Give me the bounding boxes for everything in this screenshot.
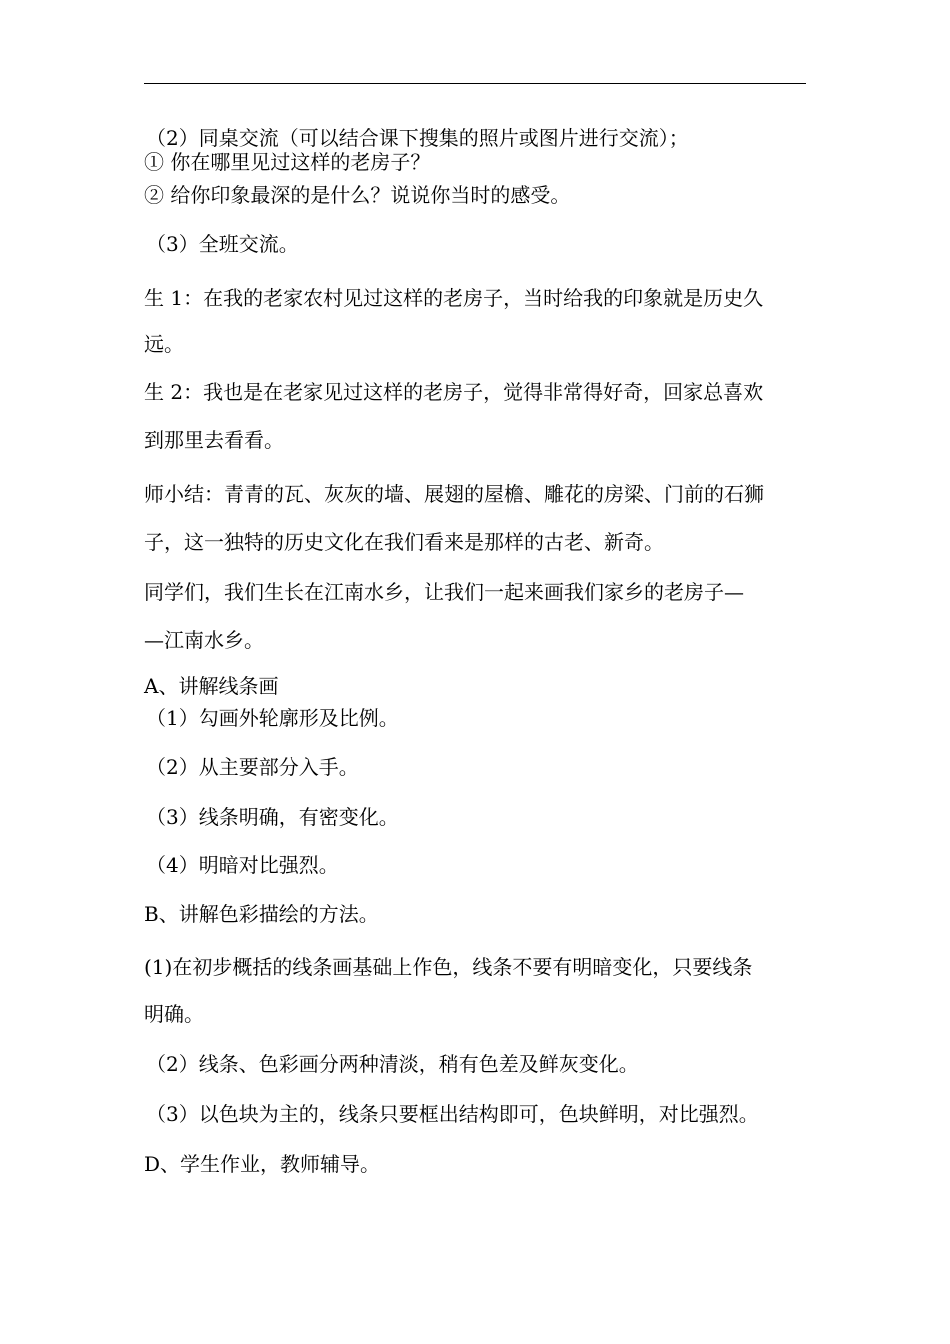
text-line-6: 远。 bbox=[144, 332, 184, 356]
text-line-4: （3）全班交流。 bbox=[146, 232, 299, 256]
text-line-17: （4）明暗对比强烈。 bbox=[146, 853, 339, 877]
text-line-9: 师小结：青青的瓦、灰灰的墙、展翅的屋檐、雕花的房梁、门前的石狮 bbox=[144, 482, 764, 506]
text-line-18: B、讲解色彩描绘的方法。 bbox=[144, 902, 379, 926]
header-rule bbox=[144, 83, 806, 84]
text-line-19: (1)在初步概括的线条画基础上作色，线条不要有明暗变化，只要线条 bbox=[144, 955, 753, 979]
text-line-13: A、讲解线条画 bbox=[144, 674, 279, 698]
text-line-3: ② 给你印象最深的是什么？说说你当时的感受。 bbox=[144, 183, 571, 207]
text-line-5: 生 1：在我的老家农村见过这样的老房子，当时给我的印象就是历史久 bbox=[144, 286, 764, 310]
text-line-20: 明确。 bbox=[144, 1002, 204, 1026]
text-line-1: （2）同桌交流（可以结合课下搜集的照片或图片进行交流）； bbox=[146, 126, 689, 150]
text-line-22: （3）以色块为主的，线条只要框出结构即可，色块鲜明，对比强烈。 bbox=[146, 1102, 759, 1126]
text-line-11: 同学们，我们生长在江南水乡，让我们一起来画我们家乡的老房子— bbox=[144, 580, 744, 604]
text-line-21: （2）线条、色彩画分两种清淡，稍有色差及鲜灰变化。 bbox=[146, 1052, 639, 1076]
text-line-7: 生 2：我也是在老家见过这样的老房子，觉得非常得好奇，回家总喜欢 bbox=[144, 380, 764, 404]
text-line-10: 子，这一独特的历史文化在我们看来是那样的古老、新奇。 bbox=[144, 530, 664, 554]
text-line-15: （2）从主要部分入手。 bbox=[146, 755, 359, 779]
text-line-2: ① 你在哪里见过这样的老房子？ bbox=[144, 150, 431, 174]
text-line-23: D、学生作业，教师辅导。 bbox=[144, 1152, 381, 1176]
text-line-16: （3）线条明确，有密变化。 bbox=[146, 805, 399, 829]
text-line-14: （1）勾画外轮廓形及比例。 bbox=[146, 706, 399, 730]
text-line-8: 到那里去看看。 bbox=[144, 428, 284, 452]
text-line-12: —江南水乡。 bbox=[144, 628, 264, 652]
